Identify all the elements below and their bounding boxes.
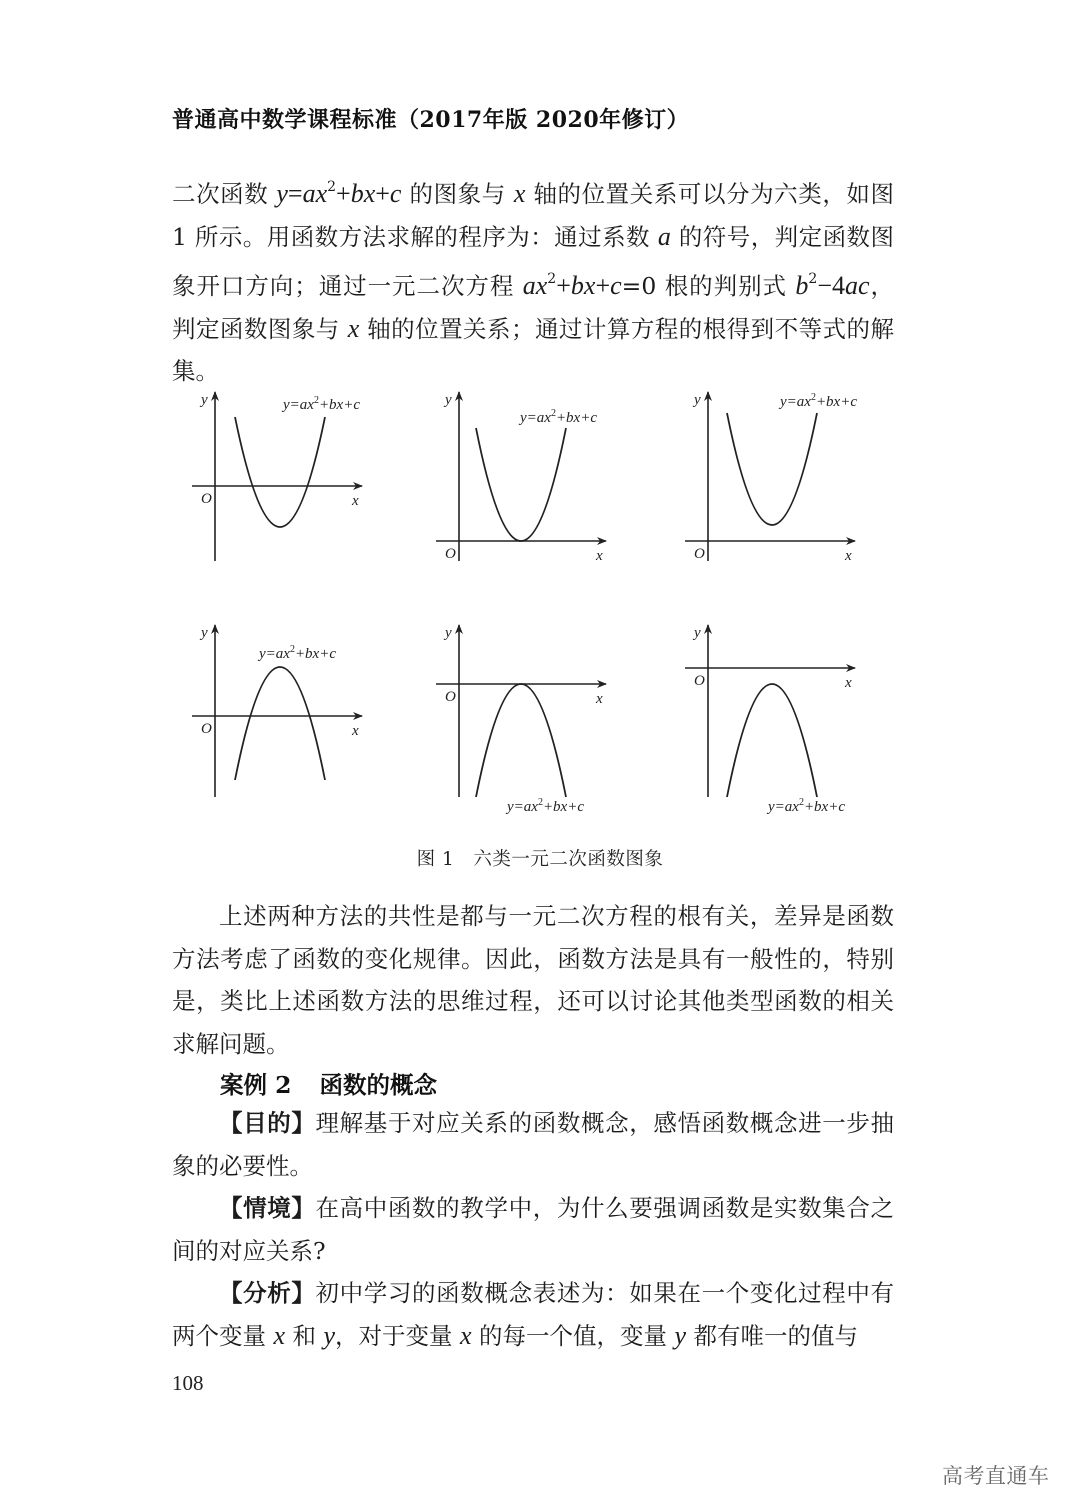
math-var: y (276, 179, 288, 208)
origin-label: O (201, 721, 212, 737)
x-axis-label: x (596, 548, 603, 564)
y-axis-label: y (445, 625, 452, 641)
math-op: = (287, 179, 303, 208)
text: 的每一个值，变量 (471, 1321, 675, 1350)
function-label: $y=ax^2+bx+c$ (768, 797, 845, 815)
text: 初中学习的函数概念表述为：如果在一个变化过程中有两个变量 (172, 1279, 895, 1350)
math-var: a (657, 221, 671, 251)
math-var: bx (570, 271, 596, 300)
graph-panel-a-neg-two-roots (192, 625, 362, 797)
parabola-curve (727, 413, 817, 525)
text: ，判定函数图象与 (172, 272, 894, 343)
paragraph-purpose (172, 1102, 894, 1187)
math-var: c (610, 271, 622, 300)
paragraph-context (172, 1187, 894, 1272)
parabola-curve (235, 667, 325, 780)
origin-label: O (201, 491, 212, 507)
parabola-curve (476, 684, 566, 797)
parabola-curve (235, 417, 325, 527)
graph-panel-a-neg-no-root (685, 625, 855, 815)
x-axis-label: x (845, 548, 852, 564)
context-text: 在高中函数的教学中，为什么要强调函数是实数集合之间的对应关系? (172, 1194, 895, 1265)
text: ，对于变量 (335, 1321, 461, 1350)
case-heading (220, 1066, 437, 1100)
function-label: $y=ax^2+bx+c$ (283, 395, 360, 413)
x-axis-label: x (596, 691, 603, 707)
y-axis-label: y (694, 392, 701, 408)
text: 的图象与 (401, 180, 514, 208)
running-title: 普通高中数学课程标准（2017年版 2020年修订） (172, 107, 690, 133)
math-var: y (674, 1320, 687, 1350)
parabola-curve (727, 684, 817, 797)
math-op: + (336, 179, 351, 208)
math-var: ax (522, 271, 548, 300)
math-var: ac (845, 271, 870, 300)
text: 的符号，判定函数图象开口方向；通过一元二次方程 (172, 222, 894, 300)
y-axis-label: y (694, 625, 701, 641)
math-var: x (347, 313, 360, 343)
graph-panel-a-pos-two-roots (192, 392, 362, 561)
graph-panel-a-pos-no-root (685, 392, 857, 564)
math-var: c (389, 179, 402, 208)
math-op: + (556, 271, 571, 300)
y-axis-label: y (445, 392, 452, 408)
math-op: −4 (817, 271, 845, 300)
function-label: $y=ax^2+bx+c$ (520, 408, 597, 426)
case-title: 函数的概念 (319, 1071, 438, 1099)
origin-label: O (694, 673, 705, 689)
page-number: 108 (172, 1371, 204, 1395)
superscript: 2 (808, 271, 818, 287)
math-var: y (323, 1320, 336, 1350)
math-var: x (273, 1320, 286, 1350)
x-axis-label: x (352, 493, 359, 509)
graph-panel-a-pos-one-root (436, 392, 606, 564)
function-label: $y=ax^2+bx+c$ (780, 392, 857, 410)
math-var: x (513, 179, 526, 208)
watermark: 高考直通车 (942, 1464, 1050, 1488)
purpose-label: 【目的】 (219, 1109, 316, 1137)
function-label: $y=ax^2+bx+c$ (507, 797, 584, 815)
superscript: 2 (327, 179, 337, 195)
y-axis-label: y (201, 625, 208, 641)
purpose-text: 理解基于对应关系的函数概念，感悟函数概念进一步抽象的必要性。 (172, 1109, 895, 1180)
figure-caption: 图 1 六类一元二次函数图象 (416, 849, 664, 870)
text: 二次函数 (172, 180, 277, 208)
text: 轴的位置关系可以分为六类，如图 1 所示。用函数方法求解的程序为：通过系数 (172, 180, 894, 251)
text: 和 (285, 1321, 324, 1350)
x-axis-label: x (845, 675, 852, 691)
paragraph-comparison: 上述两种方法的共性是都与一元二次方程的根有关，差异是函数方法考虑了函数的变化规律。因此，函数方法是具有一般性的，特别是，类比上述函数方法的思维过程，还可以讨论其他类型函数的相关求解问题。 (172, 902, 894, 1058)
text: 轴的位置关系；通过计算方程的根得到不等式的解集。 (172, 314, 894, 385)
paragraph-analysis (172, 1272, 894, 1357)
origin-label: O (445, 689, 456, 705)
text: 都有唯一的值与 (686, 1321, 859, 1350)
math-op: + (595, 271, 611, 300)
analysis-label: 【分析】 (219, 1279, 316, 1307)
parabola-curve (476, 428, 566, 541)
origin-label: O (445, 546, 456, 562)
math-var: x (460, 1320, 472, 1350)
function-label: $y=ax^2+bx+c$ (259, 644, 336, 662)
case-label: 案例 2 (220, 1071, 292, 1099)
text: =0 根的判别式 (621, 272, 796, 300)
x-axis-label: x (352, 723, 359, 739)
math-var: bx (350, 179, 376, 208)
superscript: 2 (547, 271, 557, 287)
context-label: 【情境】 (219, 1194, 316, 1222)
math-var: b (795, 271, 809, 300)
y-axis-label: y (201, 392, 208, 408)
graph-panel-a-neg-one-root (436, 625, 606, 815)
origin-label: O (694, 546, 705, 562)
math-var: ax (302, 179, 328, 208)
math-op: + (375, 179, 390, 208)
